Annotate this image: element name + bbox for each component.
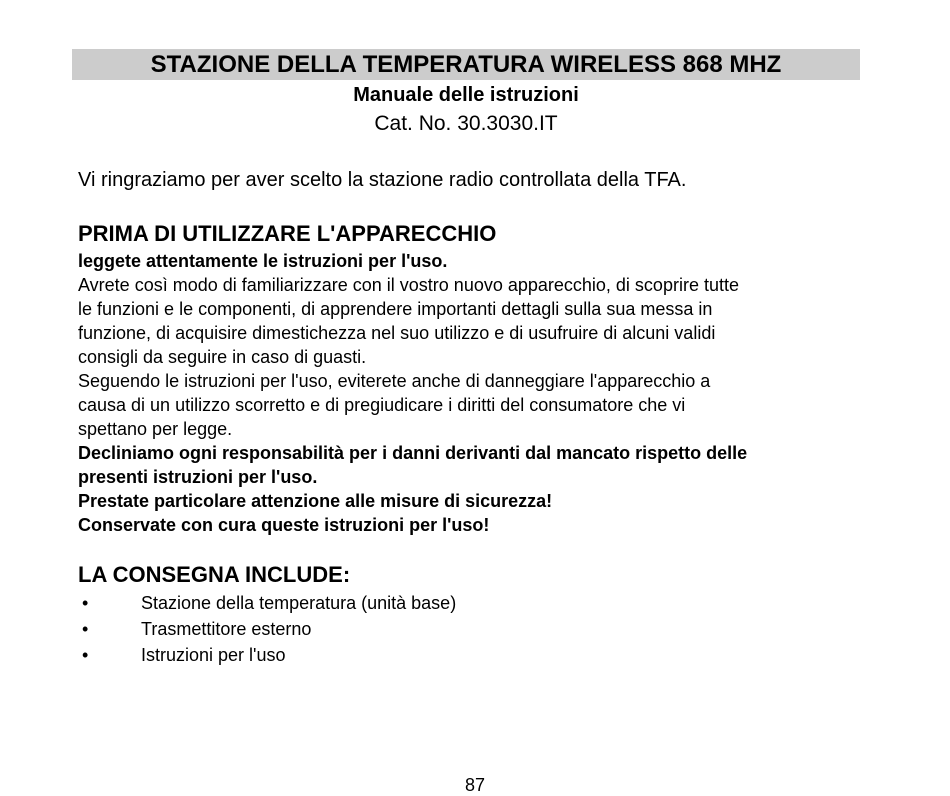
body-line: Prestate particolare attenzione alle misure di sicurezza! [78, 491, 553, 511]
body-line: Decliniamo ogni responsabilità per i danni derivanti dal mancato rispetto delle [78, 443, 748, 463]
body-line: Avrete così modo di familiarizzare con il vostro nuovo apparecchio, di scoprire tutte [78, 275, 739, 295]
document-title: STAZIONE DELLA TEMPERATURA WIRELESS 868 MHZ [72, 49, 860, 80]
intro-paragraph: Vi ringraziamo per aver scelto la stazione radio controllata della TFA. [78, 169, 687, 191]
body-line: Seguendo le istruzioni per l'uso, eviterete anche di danneggiare l'apparecchio a [78, 371, 711, 391]
body-line: spettano per legge. [78, 419, 233, 439]
before-use-body [78, 249, 878, 537]
list-item-text: Stazione della temperatura (unità base) [141, 593, 457, 613]
body-line: Conservate con cura queste istruzioni per l'uso! [78, 515, 490, 535]
bullet-icon: • [82, 645, 89, 665]
section-heading-before-use: PRIMA DI UTILIZZARE L'APPARECCHIO [78, 221, 497, 246]
list-item-text: Trasmettitore esterno [141, 619, 312, 639]
body-line: causa di un utilizzo scorretto e di pregiudicare i diritti del consumatore che vi [78, 395, 686, 415]
bullet-icon: • [82, 593, 89, 613]
section-heading-package-contents: LA CONSEGNA INCLUDE: [78, 562, 351, 587]
document-subtitle: Manuale delle istruzioni [353, 84, 579, 106]
bullet-icon: • [82, 619, 89, 639]
catalog-number: Cat. No. 30.3030.IT [374, 112, 558, 135]
body-line: le funzioni e le componenti, di apprendere importanti dettagli sulla sua messa in [78, 299, 713, 319]
page-number: 87 [464, 775, 486, 795]
body-line: presenti istruzioni per l'uso. [78, 467, 318, 487]
body-line: leggete attentamente le istruzioni per l'uso. [78, 251, 448, 271]
list-item-text: Istruzioni per l'uso [141, 645, 286, 665]
body-line: funzione, di acquisire dimestichezza nel suo utilizzo e di usufruire di alcuni validi [78, 323, 716, 343]
body-line: consigli da seguire in caso di guasti. [78, 347, 367, 367]
